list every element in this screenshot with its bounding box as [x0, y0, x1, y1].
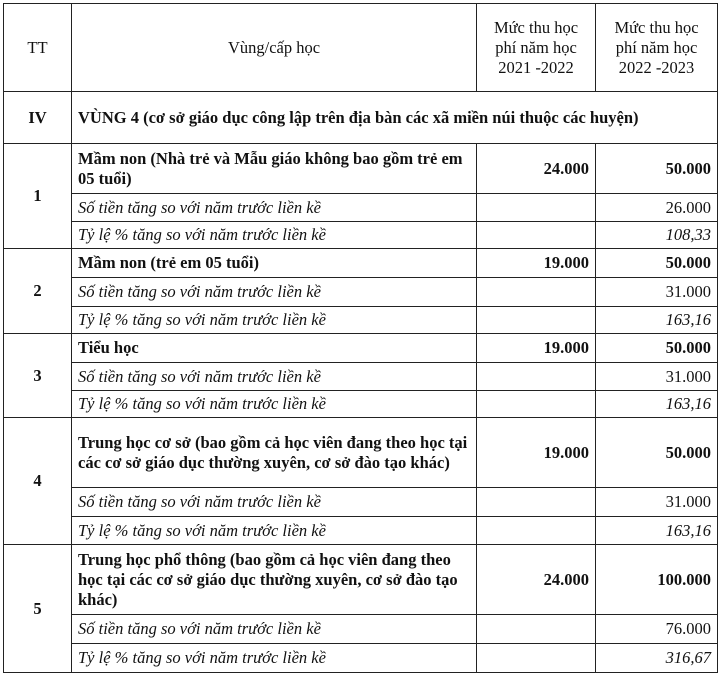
group-1-percent-empty	[477, 222, 596, 249]
table-row-group-2-percent	[4, 307, 718, 334]
group-1-fee-2022: 50.000	[596, 144, 718, 194]
group-1-percent-label: Tỷ lệ % tăng so với năm trước liền kề	[72, 222, 477, 249]
header-fee-2022-2023	[596, 4, 718, 92]
group-4-increase-value: 31.000	[596, 488, 718, 517]
group-4-fee-2021: 19.000	[477, 418, 596, 488]
table-row-group-3-percent	[4, 391, 718, 418]
table-row-group-4-percent	[4, 517, 718, 545]
group-2-fee-2021: 19.000	[477, 249, 596, 278]
group-5-percent-empty	[477, 644, 596, 673]
region-row	[4, 92, 718, 144]
header-fee-2022-line-3: 2022 -2023	[618, 57, 695, 77]
header-fee-2022-line-2: phí năm học	[615, 37, 698, 57]
group-5-percent-value: 316,67	[596, 644, 718, 673]
group-1-fee-2021: 24.000	[477, 144, 596, 194]
group-5-increase-label: Số tiền tăng so với năm trước liền kề	[72, 615, 477, 644]
header-fee-2021-line-3: 2021 -2022	[498, 57, 574, 77]
group-5-percent-label: Tỷ lệ % tăng so với năm trước liền kề	[72, 644, 477, 673]
group-5-tt: 5	[4, 545, 72, 673]
group-2-increase-empty	[477, 278, 596, 307]
group-4-increase-label: Số tiền tăng so với năm trước liền kề	[72, 488, 477, 517]
group-2-percent-label: Tỷ lệ % tăng so với năm trước liền kề	[72, 307, 477, 334]
group-3-fee-2021: 19.000	[477, 334, 596, 363]
group-4-percent-value: 163,16	[596, 517, 718, 545]
table-row-group-2-increase	[4, 278, 718, 307]
group-5-name: Trung học phổ thông (bao gồm cả học viên đang theo học tại các cơ sở giáo dục thường xuyên, cơ sở đào tạo khác)	[72, 545, 477, 615]
group-3-name: Tiểu học	[72, 334, 477, 363]
group-3-tt: 3	[4, 334, 72, 418]
group-3-percent-value: 163,16	[596, 391, 718, 418]
table-row-group-1-percent	[4, 222, 718, 249]
group-3-fee-2022: 50.000	[596, 334, 718, 363]
group-2-tt: 2	[4, 249, 72, 334]
group-1-name: Mầm non (Nhà trẻ và Mẫu giáo không bao gồm trẻ em 05 tuổi)	[72, 144, 477, 194]
group-4-percent-label: Tỷ lệ % tăng so với năm trước liền kề	[72, 517, 477, 545]
table-row-group-3-increase	[4, 363, 718, 391]
tuition-fee-table	[3, 3, 718, 673]
group-1-tt: 1	[4, 144, 72, 249]
group-5-fee-2022: 100.000	[596, 545, 718, 615]
group-3-increase-value: 31.000	[596, 363, 718, 391]
group-3-percent-empty	[477, 391, 596, 418]
header-fee-2021-2022	[477, 4, 596, 92]
group-3-increase-label: Số tiền tăng so với năm trước liền kề	[72, 363, 477, 391]
group-4-name: Trung học cơ sở (bao gồm cả học viên đang theo học tại các cơ sở giáo dục thường xuyên, cơ sở đào tạo khác)	[72, 418, 477, 488]
group-1-percent-value: 108,33	[596, 222, 718, 249]
group-2-increase-value: 31.000	[596, 278, 718, 307]
table-row-group-5	[4, 545, 718, 615]
table-row-group-4	[4, 418, 718, 488]
group-2-fee-2022: 50.000	[596, 249, 718, 278]
group-5-fee-2021: 24.000	[477, 545, 596, 615]
table-row-group-3	[4, 334, 718, 363]
header-tt: TT	[4, 4, 72, 92]
group-4-increase-empty	[477, 488, 596, 517]
group-4-percent-empty	[477, 517, 596, 545]
region-name: VÙNG 4 (cơ sở giáo dục công lập trên địa bàn các xã miền núi thuộc các huyện)	[72, 92, 718, 144]
group-3-percent-label: Tỷ lệ % tăng so với năm trước liền kề	[72, 391, 477, 418]
group-5-increase-value: 76.000	[596, 615, 718, 644]
table-row-group-4-increase	[4, 488, 718, 517]
group-4-tt: 4	[4, 418, 72, 545]
group-3-increase-empty	[477, 363, 596, 391]
header-row	[4, 4, 718, 92]
group-2-percent-empty	[477, 307, 596, 334]
group-5-increase-empty	[477, 615, 596, 644]
header-fee-2022-line-1: Mức thu học	[614, 17, 699, 37]
group-1-increase-label: Số tiền tăng so với năm trước liền kề	[72, 194, 477, 222]
group-4-fee-2022: 50.000	[596, 418, 718, 488]
region-tt: IV	[4, 92, 72, 144]
table-row-group-1	[4, 144, 718, 194]
table-row-group-5-increase	[4, 615, 718, 644]
table-row-group-5-percent	[4, 644, 718, 673]
header-level: Vùng/cấp học	[72, 4, 477, 92]
group-2-name: Mầm non (trẻ em 05 tuổi)	[72, 249, 477, 278]
group-1-increase-empty	[477, 194, 596, 222]
header-fee-2021-line-2: phí năm học	[495, 37, 577, 57]
table-row-group-1-increase	[4, 194, 718, 222]
header-fee-2021-line-1: Mức thu học	[493, 17, 579, 37]
group-2-percent-value: 163,16	[596, 307, 718, 334]
group-2-increase-label: Số tiền tăng so với năm trước liền kề	[72, 278, 477, 307]
table-row-group-2	[4, 249, 718, 278]
group-1-increase-value: 26.000	[596, 194, 718, 222]
